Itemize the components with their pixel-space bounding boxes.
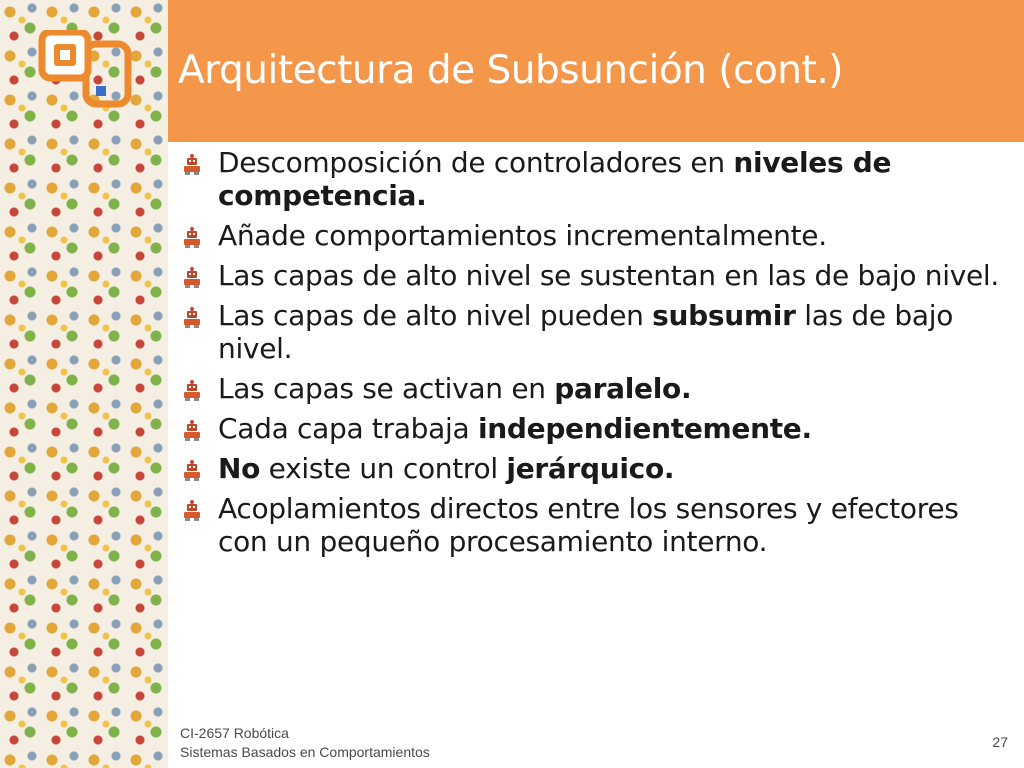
robot-icon [180, 498, 204, 522]
page-number: 27 [992, 734, 1008, 750]
slide-logo-icon [36, 30, 136, 120]
robot-icon [180, 418, 204, 442]
bullet-item [178, 299, 1016, 365]
bullet-text: Las capas de alto nivel se sustentan en las de bajo nivel. [218, 259, 999, 292]
robot-icon [180, 225, 204, 249]
footer-subtitle: Sistemas Basados en Comportamientos [180, 744, 430, 760]
bullet-text: Cada capa trabaja [218, 412, 478, 445]
robot-icon [180, 378, 204, 402]
bullet-item [178, 412, 1016, 445]
slide-footer [180, 724, 430, 762]
footer-course: CI-2657 Robótica [180, 725, 289, 741]
robot-icon [180, 265, 204, 289]
bullet-list [178, 146, 1016, 565]
bullet-text: Añade comportamientos incrementalmente. [218, 219, 827, 252]
bullet-text: Descomposición de controladores en [218, 146, 734, 179]
bullet-item [178, 372, 1016, 405]
bullet-text: Las capas de alto nivel pueden [218, 299, 653, 332]
bullet-bold-text: niveles de competencia. [218, 146, 892, 212]
bullet-item [178, 259, 1016, 292]
robot-icon [180, 152, 204, 176]
robot-icon [180, 305, 204, 329]
bullet-item [178, 146, 1016, 212]
bullet-item [178, 219, 1016, 252]
bullet-bold-text: No [218, 452, 261, 485]
bullet-bold-text: paralelo. [554, 372, 692, 405]
robot-icon [180, 458, 204, 482]
slide-title: Arquitectura de Subsunción (cont.) [178, 48, 843, 93]
bullet-text: Las capas se activan en [218, 372, 555, 405]
bullet-bold-text: subsumir [652, 299, 796, 332]
bullet-text-tail: las de bajo nivel. [218, 299, 954, 365]
bullet-bold-text-2: jerárquico. [506, 452, 675, 485]
bullet-text: existe un control [260, 452, 507, 485]
bullet-bold-text: independientemente. [477, 412, 812, 445]
bullet-item [178, 492, 1016, 558]
bullet-text: Acoplamientos directos entre los sensores y efectores con un pequeño procesamiento interno. [218, 492, 959, 558]
bullet-item [178, 452, 1016, 485]
